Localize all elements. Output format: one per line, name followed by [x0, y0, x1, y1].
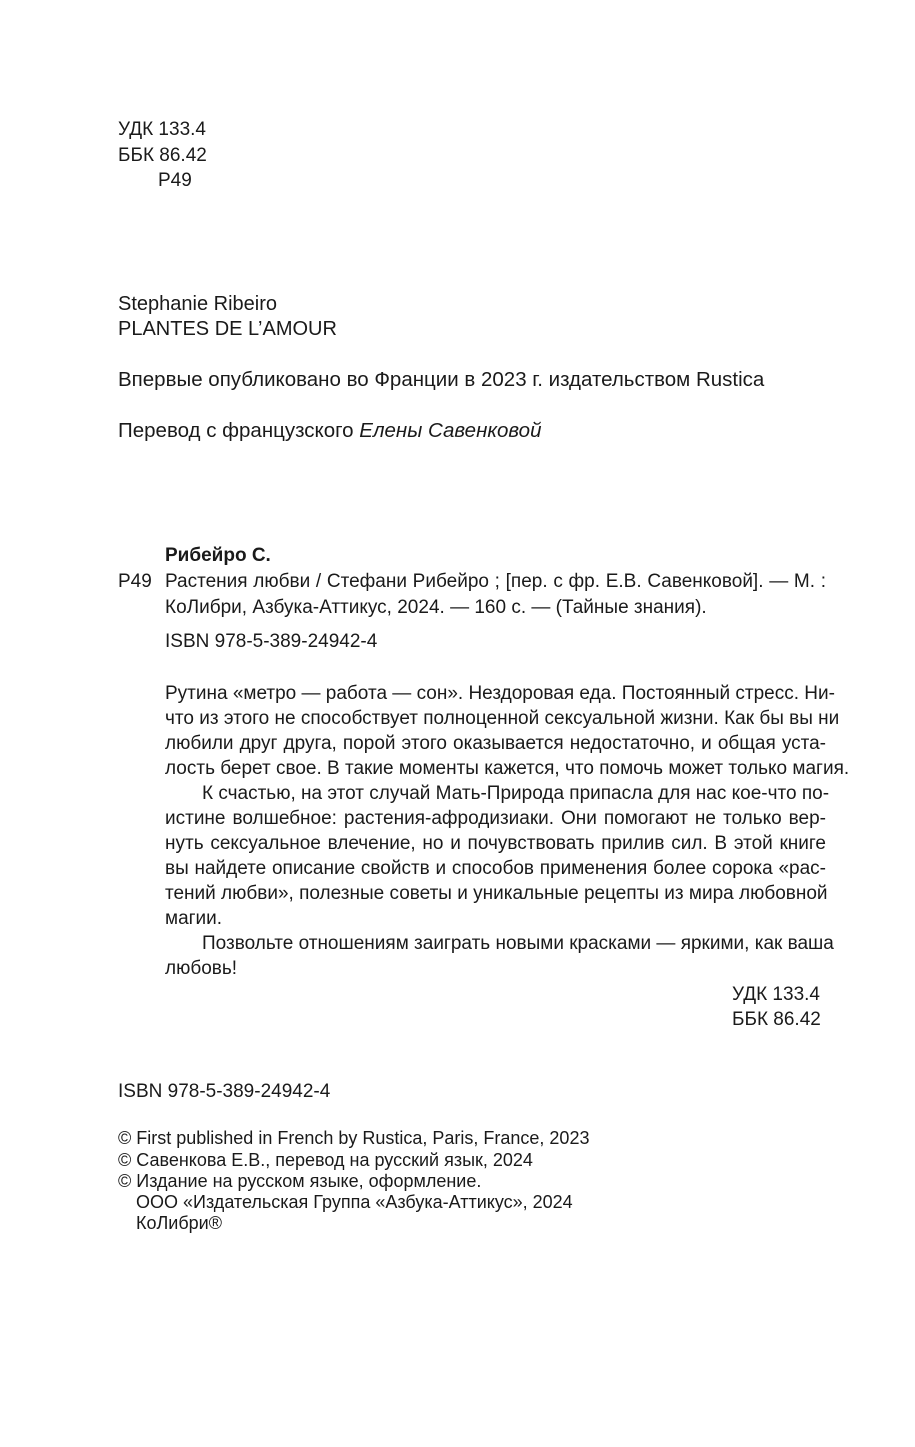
annotation-bbk: ББК 86.42	[732, 1009, 821, 1030]
copyright-line: © First published in French by Rustica, Paris, France, 2023	[118, 1128, 590, 1148]
annotation-line: тений любви», полезные советы и уникальные рецепты из мира любовной	[165, 883, 828, 904]
annotation-line: что из этого не способствует полноценной сексуальной жизни. Как бы вы ни	[165, 708, 840, 729]
translator-name: Елены Савенковой	[359, 419, 542, 442]
annotation-line: любили друг друга, порой этого оказывается недостаточно, и общая уста-	[165, 733, 826, 754]
copyright-line: © Савенкова Е.В., перевод на русский язык, 2024	[118, 1150, 533, 1170]
annotation-line: К счастью, на этот случай Мать-Природа припасла для нас кое-что по-	[202, 783, 830, 804]
original-author: Stephanie Ribeiro	[118, 293, 277, 315]
annotation-line: истине волшебное: растения-афродизиаки. Они помогают не только вер-	[165, 808, 826, 829]
catalog-description-line: Растения любви / Стефани Рибейро ; [пер. с фр. Е.В. Савенковой]. — М. :	[165, 571, 826, 592]
catalog-isbn: ISBN 978-5-389-24942-4	[165, 631, 378, 652]
annotation-line: нуть сексуальное влечение, но и почувствовать прилив сил. В этой книге	[165, 833, 826, 854]
annotation-line: Позвольте отношениям заиграть новыми красками — яркими, как ваша	[202, 933, 834, 954]
copyright-line: ООО «Издательская Группа «Азбука-Аттикус», 2024	[136, 1192, 573, 1212]
udk-code: УДК 133.4	[118, 119, 206, 140]
annotation-line: лость берет свое. В такие моменты кажется, что помочь может только магия.	[165, 758, 850, 779]
catalog-heading: Рибейро С.	[165, 545, 271, 566]
annotation-line: магии.	[165, 908, 223, 929]
annotation-line: вы найдете описание свойств и способов применения более сорока «рас-	[165, 858, 826, 879]
first-published-note: Впервые опубликовано во Франции в 2023 г. издательством Rustica	[118, 368, 765, 391]
catalog-mark: Р49	[118, 571, 152, 592]
annotation-line: Рутина «метро — работа — сон». Нездоровая еда. Постоянный стресс. Ни-	[165, 683, 835, 704]
copyright-line: © Издание на русском языке, оформление.	[118, 1171, 482, 1191]
catalog-description-line: КоЛибри, Азбука-Аттикус, 2024. — 160 с. — (Тайные знания).	[165, 597, 707, 618]
annotation-line: любовь!	[165, 958, 238, 979]
translation-prefix: Перевод с французского	[118, 419, 360, 442]
original-title: PLANTES DE L’AMOUR	[118, 318, 337, 340]
publisher-imprint: КоЛибри®	[136, 1213, 223, 1233]
author-mark: Р49	[158, 170, 192, 191]
isbn-bottom: ISBN 978-5-389-24942-4	[118, 1081, 331, 1102]
translation-note	[118, 419, 541, 443]
annotation-udk: УДК 133.4	[732, 984, 820, 1005]
bbk-code: ББК 86.42	[118, 145, 207, 166]
